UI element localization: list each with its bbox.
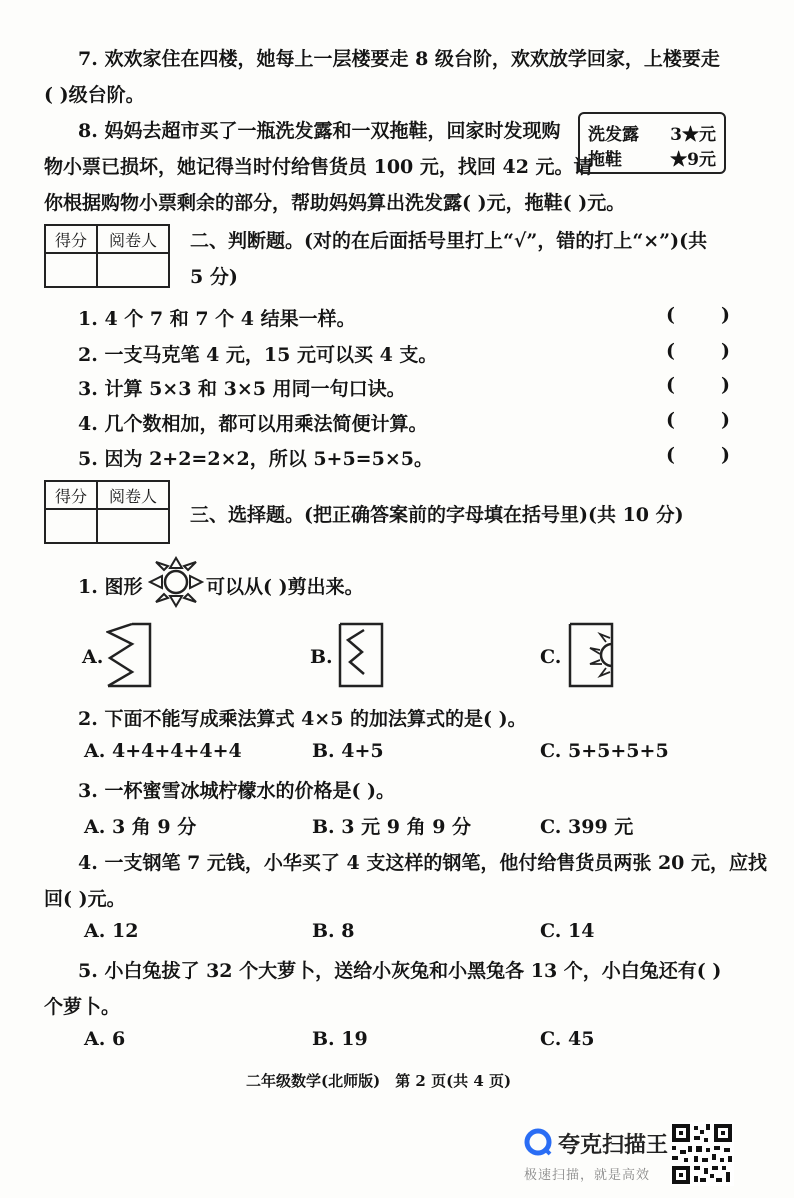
scanner-logo-icon [524, 1128, 552, 1156]
q8-line3: 你根据购物小票剩余的部分，帮助妈妈算出洗发露( )元，拖鞋( )元。 [44, 192, 626, 214]
receipt-item-1: 洗发露 [588, 125, 639, 145]
answer-paren-5[interactable]: ( ) [666, 444, 730, 466]
judge-item-1: 1. 4 个 7 和 7 个 4 结果一样。 [78, 308, 356, 330]
sun-shape-icon [148, 556, 204, 608]
receipt-item-2: 拖鞋 [588, 150, 622, 170]
answer-paren-1[interactable]: ( ) [666, 304, 730, 326]
receipt-price-1: 3★元 [670, 125, 716, 145]
score-header: 得分 [45, 481, 97, 509]
answer-paren-2[interactable]: ( ) [666, 340, 730, 362]
section3-title: 三、选择题。(把正确答案前的字母填在括号里)(共 10 分) [190, 504, 684, 526]
q2-option-b: B. 4+5 [312, 740, 384, 762]
section2-title-line1: 二、判断题。(对的在后面括号里打上“√”，错的打上“×”)(共 [190, 230, 708, 252]
answer-paren-3[interactable]: ( ) [666, 374, 730, 396]
score-header: 得分 [45, 225, 97, 253]
grader-cell[interactable] [97, 509, 169, 543]
q2-option-a: A. 4+4+4+4+4 [84, 740, 242, 762]
q1-option-a-label: A. [82, 646, 104, 668]
judge-item-3: 3. 计算 5×3 和 3×5 用同一句口诀。 [78, 378, 406, 400]
receipt-box [578, 112, 726, 174]
choice-q5-line1: 5. 小白兔拔了 32 个大萝卜，送给小灰兔和小黑兔各 13 个，小白兔还有( ) [78, 960, 722, 982]
grader-header: 阅卷人 [97, 481, 169, 509]
q8-line1: 8. 妈妈去超市买了一瓶洗发露和一双拖鞋，回家时发现购 [78, 120, 561, 142]
option-c-shape-icon [566, 622, 618, 688]
qr-code-icon [670, 1122, 734, 1186]
scanner-brand-name: 夸克扫描王 [558, 1133, 669, 1158]
choice-q3: 3. 一杯蜜雪冰城柠檬水的价格是( )。 [78, 780, 396, 802]
judge-item-4: 4. 几个数相加，都可以用乘法简便计算。 [78, 413, 428, 435]
choice-q1-suffix: 可以从( )剪出来。 [206, 576, 364, 598]
score-cell[interactable] [45, 253, 97, 287]
choice-q5-line2: 个萝卜。 [44, 996, 121, 1018]
choice-q4-line2: 回( )元。 [44, 888, 126, 910]
q7-line2: ( )级台阶。 [44, 84, 145, 106]
option-b-shape-icon [334, 622, 386, 688]
answer-paren-4[interactable]: ( ) [666, 409, 730, 431]
q7-line1: 7. 欢欢家住在四楼，她每上一层楼要走 8 级台阶，欢欢放学回家，上楼要走 [78, 48, 720, 70]
receipt-price-2: ★9元 [670, 150, 716, 170]
q3-option-a: A. 3 角 9 分 [84, 816, 197, 838]
choice-q2: 2. 下面不能写成乘法算式 4×5 的加法算式的是( )。 [78, 708, 527, 730]
q5-option-c: C. 45 [540, 1028, 595, 1050]
q3-option-b: B. 3 元 9 角 9 分 [312, 816, 472, 838]
score-table-2 [44, 224, 170, 288]
q5-option-b: B. 19 [312, 1028, 368, 1050]
q2-option-c: C. 5+5+5+5 [540, 740, 669, 762]
q4-option-c: C. 14 [540, 920, 595, 942]
q5-option-a: A. 6 [84, 1028, 126, 1050]
q4-option-a: A. 12 [84, 920, 139, 942]
page-footer: 二年级数学(北师版) 第 2 页(共 4 页) [246, 1072, 512, 1090]
choice-q1-prefix: 1. 图形 [78, 576, 143, 598]
grader-cell[interactable] [97, 253, 169, 287]
judge-item-5: 5. 因为 2+2=2×2，所以 5+5=5×5。 [78, 448, 433, 470]
choice-q4-line1: 4. 一支钢笔 7 元钱，小华买了 4 支这样的钢笔，他付给售货员两张 20 元，应找 [78, 852, 768, 874]
score-table-3 [44, 480, 170, 544]
q4-option-b: B. 8 [312, 920, 355, 942]
score-cell[interactable] [45, 509, 97, 543]
grader-header: 阅卷人 [97, 225, 169, 253]
q8-line2: 物小票已损坏，她记得当时付给售货员 100 元，找回 42 元。请 [44, 156, 593, 178]
q1-option-c-label: C. [540, 646, 562, 668]
judge-item-2: 2. 一支马克笔 4 元，15 元可以买 4 支。 [78, 344, 438, 366]
option-a-shape-icon [106, 622, 156, 688]
scanner-slogan: 极速扫描，就是高效 [524, 1168, 651, 1183]
section2-title-line2: 5 分) [190, 266, 238, 288]
q3-option-c: C. 399 元 [540, 816, 634, 838]
q1-option-b-label: B. [310, 646, 333, 668]
